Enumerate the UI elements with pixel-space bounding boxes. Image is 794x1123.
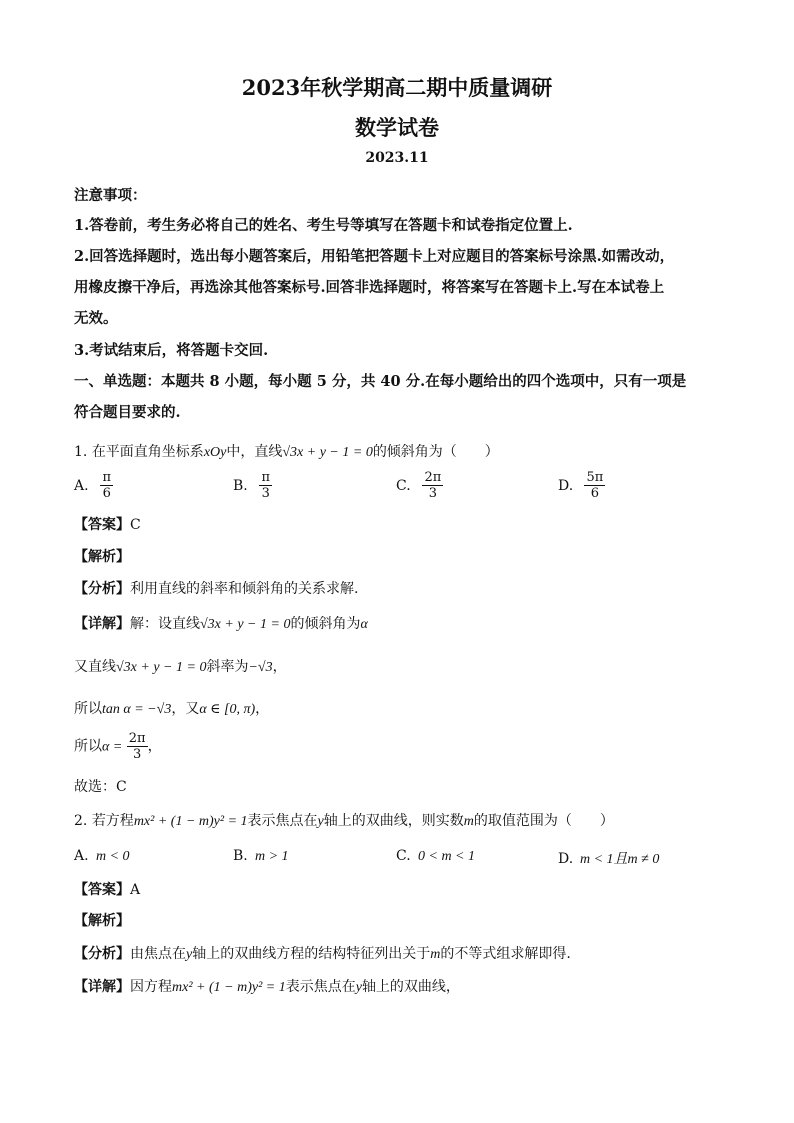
option-value: m > 1 [255, 849, 289, 864]
notice-item-2-line-2: 用橡皮擦干净后，再选涂其他答案标号.回答非选择题时，将答案写在答题卡上.写在本试卷上 [74, 279, 665, 296]
fenxi-text: 轴上的双曲线方程的结构特征列出关于 [192, 946, 431, 962]
q1-final: 故选：C [74, 779, 127, 795]
option-label: C. [396, 848, 411, 864]
section-heading-line-1: 一、单选题：本题共 8 小题，每小题 5 分，共 40 分.在每小题给出的四个选项中，只有一项是 [74, 373, 687, 390]
section-heading-line-2: 符合题目要求的. [74, 404, 181, 421]
option-label: A. [74, 477, 89, 494]
coordinate-system: xOy [203, 445, 227, 460]
option-label: D. [558, 477, 574, 494]
option-label: B. [233, 848, 248, 864]
q1-step-2 [74, 656, 287, 676]
question-text: 的取值范围为（ ） [473, 813, 614, 829]
q1-step-4 [74, 731, 162, 762]
numerator: 5π [586, 470, 604, 485]
question-text: 若方程 [91, 813, 134, 829]
denominator: 6 [102, 486, 111, 501]
variable-symbol: m [463, 814, 474, 829]
answer-tag: 【答案】 [74, 517, 130, 533]
analysis-tag: 【解析】 [74, 549, 130, 565]
fenxi-text: 利用直线的斜率和倾斜角的关系求解. [130, 581, 359, 597]
numerator: 2π [128, 731, 146, 746]
question-text: 的倾斜角为（ ） [372, 444, 499, 460]
q1-option-a[interactable] [74, 470, 113, 501]
q1-fenxi [74, 578, 358, 598]
option-fraction [584, 470, 605, 501]
tan-equation: tan α = −√3 [102, 702, 172, 717]
option-value: m < 0 [96, 849, 130, 864]
detail-text: 解：设直线 [130, 616, 200, 632]
numerator: π [102, 470, 111, 485]
option-fraction [422, 470, 443, 501]
detail-tag: 【详解】 [74, 616, 130, 632]
option-label: C. [396, 477, 411, 494]
answer-value: A [130, 882, 141, 898]
line-equation: √3x + y − 1 = 0 [116, 660, 207, 675]
axis-symbol: y [186, 947, 193, 962]
answer-tag: 【答案】 [74, 882, 130, 898]
variable-symbol: m [430, 947, 441, 962]
q2-option-b[interactable] [233, 848, 289, 865]
fenxi-tag: 【分析】 [74, 581, 130, 597]
denominator: 6 [590, 486, 599, 501]
hyperbola-equation: mx² + (1 − m)y² = 1 [172, 980, 286, 995]
option-fraction [259, 470, 272, 501]
step-text: 斜率为 [206, 659, 249, 675]
analysis-tag: 【解析】 [74, 913, 130, 929]
fenxi-text: 的不等式组求解即得. [440, 946, 571, 962]
q1-answer [74, 514, 141, 534]
q1-option-c[interactable] [396, 470, 443, 501]
answer-value: C [130, 517, 141, 533]
alpha-range: α ∈ [0, π) [199, 702, 256, 717]
option-label: D. [558, 851, 574, 867]
q1-option-d[interactable] [558, 470, 605, 501]
notice-item-1: 1.答卷前，考生务必将自己的姓名、考生号等填写在答题卡和试卷指定位置上. [74, 217, 573, 234]
q2-option-c[interactable] [396, 848, 475, 865]
question-number: 2. [74, 813, 88, 829]
detail-text: 的倾斜角为 [290, 616, 361, 632]
page-subtitle: 数学试卷 [355, 115, 439, 140]
q2-detail [74, 976, 460, 996]
option-fraction [100, 470, 113, 501]
axis-symbol: y [317, 814, 324, 829]
alpha-symbol: α [360, 617, 368, 632]
question-text: 表示焦点在 [247, 813, 318, 829]
step-text: ，又 [171, 701, 200, 717]
q2-option-a[interactable] [74, 848, 130, 865]
question-text: 在平面直角坐标系 [91, 444, 204, 460]
step-text: ， [272, 659, 287, 675]
notice-item-2-line-1: 2.回答选择题时，选出每小题答案后，用铅笔把答题卡上对应题目的答案标号涂黑.如需改动， [74, 248, 675, 265]
option-value: 0 < m < 1 [418, 849, 476, 864]
question-text: 轴上的双曲线，则实数 [323, 813, 464, 829]
fenxi-text: 由焦点在 [130, 946, 186, 962]
detail-text: 表示焦点在 [285, 979, 356, 995]
q2-answer [74, 879, 140, 899]
denominator: 3 [133, 747, 142, 762]
numerator: 2π [424, 470, 442, 485]
numerator: π [261, 470, 270, 485]
step-text: 所以 [74, 738, 102, 755]
option-value: m < 1且m ≠ 0 [580, 852, 660, 867]
axis-symbol: y [355, 980, 362, 995]
step-text: ， [147, 738, 162, 755]
alpha-equals: α = [102, 739, 123, 755]
step-text: 又直线 [74, 659, 116, 675]
detail-tag: 【详解】 [74, 979, 130, 995]
fenxi-tag: 【分析】 [74, 946, 130, 962]
denominator: 3 [261, 486, 270, 501]
detail-text: 轴上的双曲线， [361, 979, 460, 995]
q1-step-3 [74, 698, 269, 718]
denominator: 3 [428, 486, 437, 501]
hyperbola-equation: mx² + (1 − m)y² = 1 [133, 814, 248, 829]
step-text: 所以 [74, 701, 102, 717]
q2-fenxi [74, 943, 571, 963]
notice-item-3: 3.考试结束后，将答题卡交回. [74, 342, 269, 359]
q1-detail [74, 613, 368, 633]
q1-analysis [74, 546, 130, 566]
question-1-stem [74, 441, 499, 461]
alpha-fraction [127, 731, 148, 762]
notice-item-2-line-3: 无效。 [74, 310, 118, 327]
option-label: B. [233, 477, 248, 494]
question-text: 中，直线 [226, 444, 283, 460]
detail-text: 因方程 [130, 979, 172, 995]
line-equation: √3x + y − 1 = 0 [282, 445, 373, 460]
question-2-stem [74, 810, 614, 830]
q2-analysis [74, 910, 130, 930]
notice-heading: 注意事项： [74, 187, 147, 204]
page-title: 2023年秋学期高二期中质量调研 [241, 75, 553, 100]
q1-option-b[interactable] [233, 470, 272, 501]
question-number: 1. [74, 444, 88, 460]
line-equation: √3x + y − 1 = 0 [200, 617, 291, 632]
slope-value: −√3 [248, 660, 273, 675]
exam-date: 2023.11 [365, 150, 429, 166]
option-label: A. [74, 848, 89, 864]
step-text: ， [255, 701, 270, 717]
q2-option-d[interactable] [558, 848, 659, 868]
